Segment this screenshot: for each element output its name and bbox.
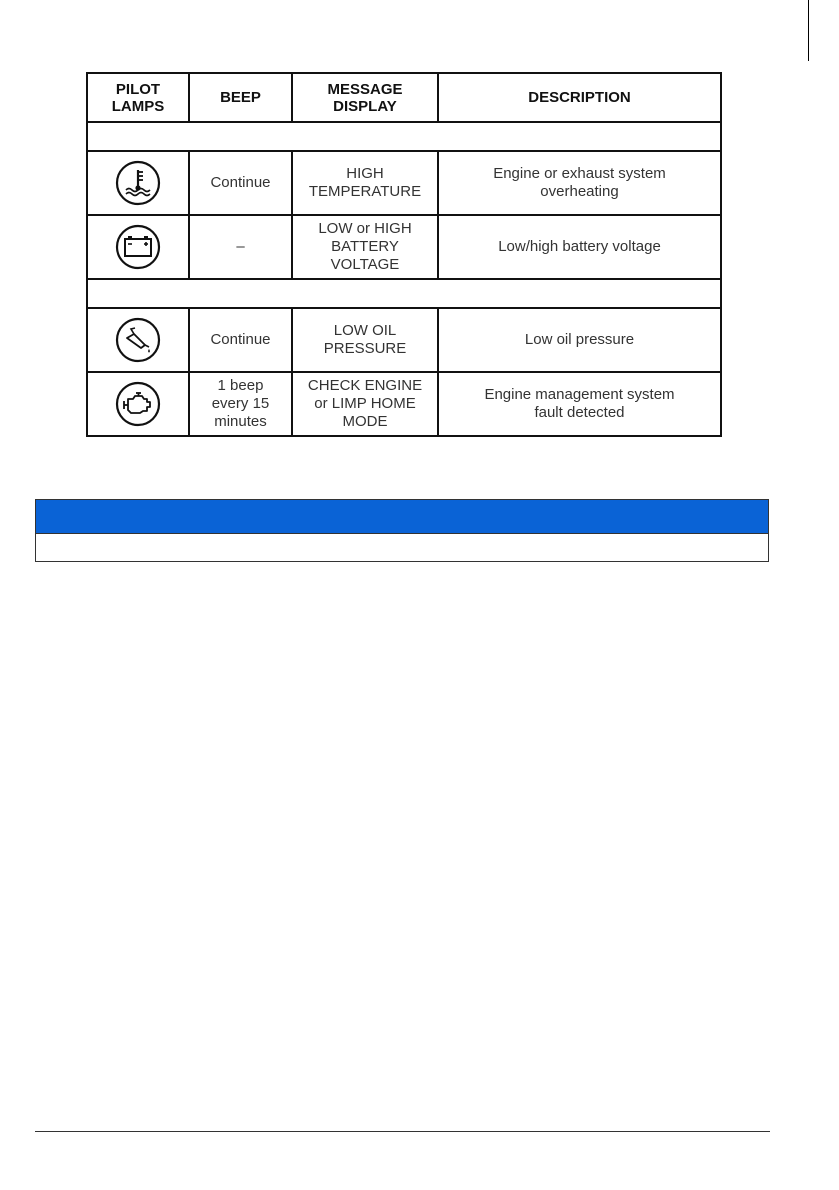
pilot-lamp-cell xyxy=(87,151,189,215)
table-row xyxy=(87,372,721,436)
section-cell-1 xyxy=(87,122,721,151)
table-row xyxy=(87,151,721,215)
header-beep: BEEP xyxy=(189,73,292,122)
note-callout-header xyxy=(36,500,768,534)
pilot-lamp-cell xyxy=(87,372,189,436)
header-description: DESCRIPTION xyxy=(438,73,721,122)
header-message-display: MESSAGE DISPLAY xyxy=(292,73,438,122)
beep-cell: Continue xyxy=(189,151,292,215)
section-row-2 xyxy=(87,279,721,308)
oil-pressure-icon xyxy=(114,316,162,364)
description-cell: Engine management system fault detected xyxy=(438,372,721,436)
pilot-lamp-cell xyxy=(87,215,189,279)
message-cell: LOW OIL PRESSURE xyxy=(292,308,438,372)
note-callout-box xyxy=(35,499,769,562)
description-cell: Low oil pressure xyxy=(438,308,721,372)
description-cell: Low/high battery voltage xyxy=(438,215,721,279)
coolant-temperature-icon xyxy=(114,159,162,207)
footer-divider xyxy=(35,1131,770,1132)
section-row-1 xyxy=(87,122,721,151)
header-pilot-lamps: PILOT LAMPS xyxy=(87,73,189,122)
pilot-lamps-table xyxy=(86,72,722,437)
table-header-row xyxy=(87,73,721,122)
beep-cell: 1 beep every 15 minutes xyxy=(189,372,292,436)
section-cell-2 xyxy=(87,279,721,308)
table-row xyxy=(87,308,721,372)
pilot-lamp-cell xyxy=(87,308,189,372)
message-cell: CHECK ENGINE or LIMP HOME MODE xyxy=(292,372,438,436)
table-row xyxy=(87,215,721,279)
beep-cell: – xyxy=(189,215,292,279)
message-cell: LOW or HIGH BATTERY VOLTAGE xyxy=(292,215,438,279)
message-cell: HIGH TEMPERATURE xyxy=(292,151,438,215)
corner-mark-line xyxy=(808,0,809,61)
battery-icon xyxy=(114,223,162,271)
check-engine-icon xyxy=(114,380,162,428)
beep-cell: Continue xyxy=(189,308,292,372)
description-cell: Engine or exhaust system overheating xyxy=(438,151,721,215)
